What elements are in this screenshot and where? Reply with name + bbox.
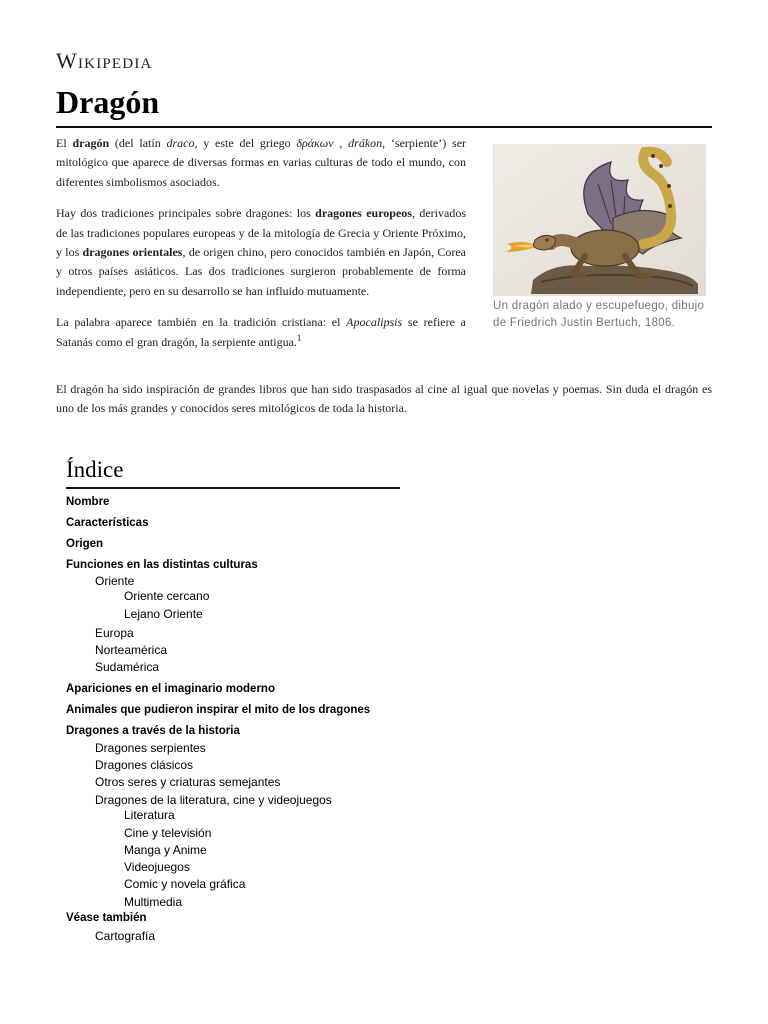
dragon-illustration[interactable] xyxy=(493,144,706,296)
text-run: , y este del griego xyxy=(194,136,297,150)
intro-paragraph-4 xyxy=(56,380,712,419)
text-run: , derivados de las tradiciones populares europeas y de la mitología de Grecia y Oriente Próximo, y los xyxy=(56,206,467,260)
infobox-figure xyxy=(493,144,707,331)
toc-divider xyxy=(66,487,400,489)
toc-item[interactable]: Europa xyxy=(95,626,134,640)
toc-item[interactable]: Otros seres y criaturas semejantes xyxy=(95,775,281,789)
italic-term: drákon xyxy=(348,136,383,150)
toc-item[interactable]: Véase también xyxy=(66,912,147,924)
toc-item[interactable]: Oriente xyxy=(95,574,135,588)
toc-item[interactable]: Cartografía xyxy=(95,929,156,943)
toc-item[interactable]: Manga y Anime xyxy=(124,843,207,857)
intro-column xyxy=(56,134,466,364)
toc-item[interactable]: Literatura xyxy=(124,808,175,822)
text-run: (del latín xyxy=(109,136,167,150)
toc-item[interactable]: Dragones clásicos xyxy=(95,758,194,772)
bold-term: dragones europeos xyxy=(315,206,412,221)
figure-caption: Un dragón alado y escupefuego, dibujo de Friedrich Justin Bertuch, 1806. xyxy=(493,300,705,329)
wordmark-text: Wikipedia xyxy=(56,48,153,73)
toc-item[interactable]: Lejano Oriente xyxy=(124,607,203,621)
italic-term: Apocalipsis xyxy=(346,315,403,330)
toc-item[interactable]: Dragones serpientes xyxy=(95,741,206,755)
intro-paragraph-1 xyxy=(56,134,466,192)
text-run: El dragón ha sido inspiración de grandes libros que han sido traspasados al cine al igual que novelas y poemas. Sin duda el dragón es uno de los más grandes y conocidos seres mitológicos de toda la historia. xyxy=(56,382,712,416)
title-divider xyxy=(56,126,712,128)
intro-full-width xyxy=(56,380,712,419)
italic-term: draco xyxy=(166,136,195,150)
text-run: La palabra aparece también en la tradición cristiana: el xyxy=(56,315,347,330)
text-run: Hay dos tradiciones principales sobre dragones: los xyxy=(56,206,316,221)
toc-item[interactable]: Dragones a través de la historia xyxy=(66,725,240,737)
text-run: El xyxy=(56,136,73,150)
intro-paragraph-2 xyxy=(56,204,466,301)
toc-item[interactable]: Origen xyxy=(66,538,104,550)
text-run: se refiere a Satanás como el gran dragón, la serpiente antigua. xyxy=(56,315,466,349)
text-run: , ‘serpiente’) ser mitológico que aparece de diversas formas en varias culturas de todo el mundo, con diferentes simbolismos asociados. xyxy=(56,136,467,189)
bold-term: dragón xyxy=(72,136,110,150)
toc-item[interactable]: Funciones en las distintas culturas xyxy=(66,559,258,571)
toc-item[interactable]: Oriente cercano xyxy=(124,589,210,603)
toc-item[interactable]: Características xyxy=(66,517,149,529)
italic-term: δράκων xyxy=(296,136,334,150)
intro-paragraph-3 xyxy=(56,313,466,352)
text-run: , de origen chino, pero conocidos también en Japón, Corea y otros países asiáticos. Las dos tradiciones surgieron probablemente de forma independiente, pero en su desarrollo se han influido mutuamente. xyxy=(56,245,467,298)
bold-term: dragones orientales xyxy=(82,245,183,260)
toc-item[interactable]: Videojuegos xyxy=(124,860,190,874)
toc-item[interactable]: Sudamérica xyxy=(95,660,160,674)
text-run: , xyxy=(333,136,349,150)
toc-item[interactable]: Apariciones en el imaginario moderno xyxy=(66,683,275,695)
toc-item[interactable]: Dragones de la literatura, cine y videojuegos xyxy=(95,793,332,807)
article-title: Dragón xyxy=(56,84,160,120)
toc-item[interactable]: Multimedia xyxy=(124,895,183,909)
toc-item[interactable]: Nombre xyxy=(66,496,110,508)
toc-title: Índice xyxy=(66,457,124,482)
table-of-contents xyxy=(66,456,400,943)
toc-item[interactable]: Comic y novela gráfica xyxy=(124,877,246,891)
toc-item[interactable]: Norteamérica xyxy=(95,643,168,657)
toc-item[interactable]: Animales que pudieron inspirar el mito de los dragones xyxy=(66,704,371,716)
toc-item[interactable]: Cine y televisión xyxy=(124,826,212,840)
wikipedia-wordmark[interactable] xyxy=(56,48,153,74)
footnote-ref[interactable]: 1 xyxy=(296,332,302,343)
